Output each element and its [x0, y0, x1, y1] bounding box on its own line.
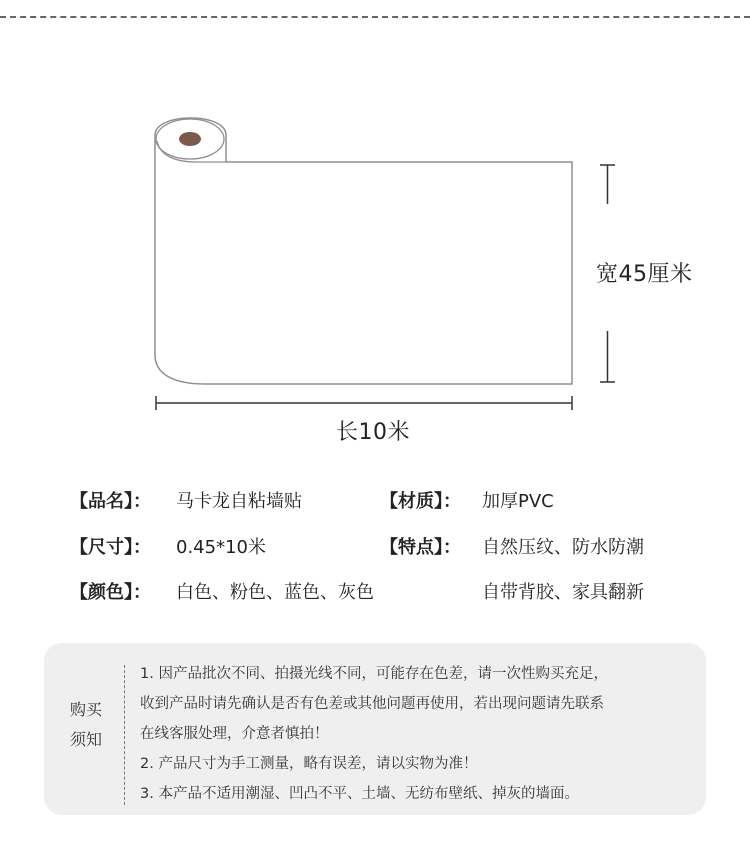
spec-color-value: 白色、粉色、蓝色、灰色 — [176, 582, 374, 603]
notice-line: 2. 产品尺寸为手工测量，略有误差，请以实物为准！ — [140, 756, 478, 772]
spec-color-key: 【颜色】： — [70, 582, 151, 603]
spec-material-row — [380, 487, 554, 513]
roll-core — [179, 132, 201, 146]
width-label: 宽45厘米 — [596, 262, 693, 287]
notice-dashed-divider — [124, 665, 125, 805]
spec-feature-row — [380, 533, 644, 559]
spec-feature-value-1: 自然压纹、防水防潮 — [482, 537, 644, 558]
spec-material-value: 加厚PVC — [482, 491, 554, 512]
notice-title — [70, 695, 110, 755]
spec-feature-key: 【特点】： — [380, 537, 461, 558]
spec-size-key: 【尺寸】： — [70, 537, 151, 558]
notice-title-line-2: 须知 — [70, 730, 103, 749]
notice-title-line-1: 购买 — [70, 700, 103, 719]
roll-sheet-outline — [155, 135, 572, 384]
purchase-notice-panel — [44, 643, 706, 815]
spec-color-row — [70, 578, 374, 604]
spec-material-key: 【材质】： — [380, 491, 461, 512]
length-label: 长10米 — [336, 420, 410, 445]
notice-line: 收到产品时请先确认是否有色差或其他问题再使用，若出现问题请先联系 — [140, 696, 604, 712]
spec-name-key: 【品名】： — [70, 491, 151, 512]
notice-list — [140, 659, 700, 809]
spec-name-row — [70, 487, 302, 513]
spec-feature-value-2: 自带背胶、家具翻新 — [482, 582, 644, 603]
notice-line: 3. 本产品不适用潮湿、凹凸不平、土墙、无纺布壁纸、掉灰的墙面。 — [140, 786, 579, 802]
spec-size-row — [70, 533, 266, 559]
spec-size-value: 0.45*10米 — [176, 537, 266, 558]
spec-feature-value-2-row — [482, 578, 644, 604]
notice-line: 在线客服处理，介意者慎拍！ — [140, 726, 329, 742]
notice-line: 1. 因产品批次不同、拍摄光线不同，可能存在色差，请一次性购买充足， — [140, 666, 608, 682]
spec-name-value: 马卡龙自粘墙贴 — [176, 491, 302, 512]
